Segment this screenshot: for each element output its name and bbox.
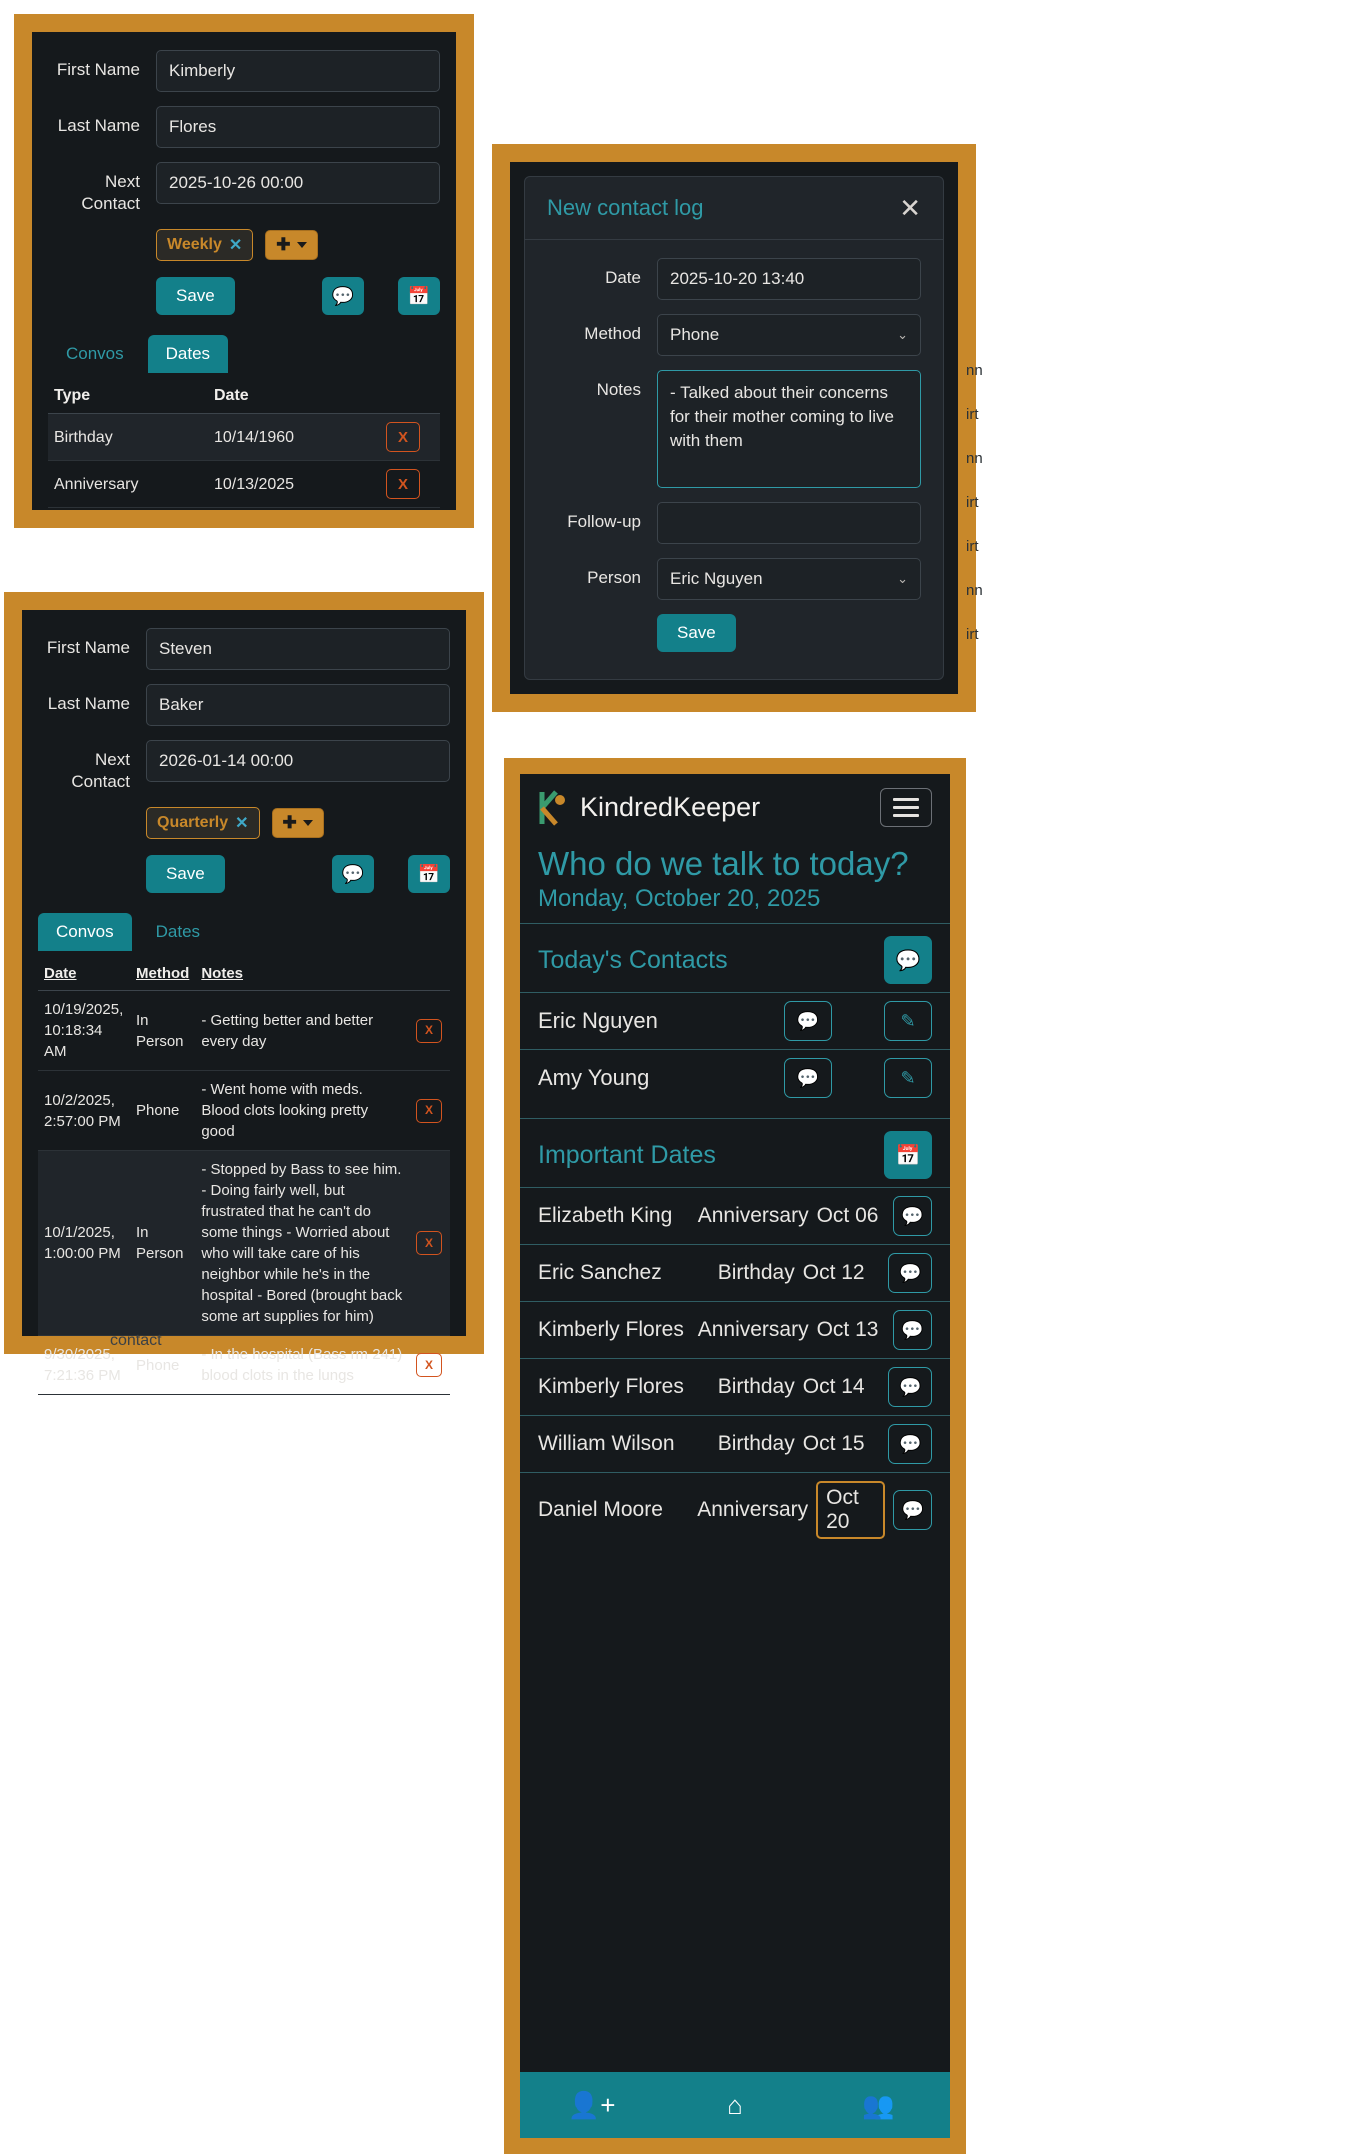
- delete-button[interactable]: X: [386, 469, 420, 499]
- modal-followup-row: [547, 502, 921, 544]
- cell-date: 10/19/2025, 10:18:34 AM: [38, 991, 130, 1071]
- date-value-highlighted: Oct 20: [816, 1481, 885, 1539]
- cell-actions: [380, 414, 440, 461]
- date-label: Date: [605, 268, 641, 287]
- person-label: Person: [587, 568, 641, 587]
- next-contact-label: Next Contact: [81, 172, 140, 213]
- last-name-label: Last Name: [57, 116, 140, 135]
- first-name-row: [48, 50, 440, 92]
- modal-date-row: [547, 258, 921, 300]
- kindredkeeper-logo-icon: [538, 790, 568, 826]
- phone-screen: [520, 774, 950, 2138]
- panel-inner: [32, 32, 456, 510]
- table-row[interactable]: [520, 1301, 950, 1358]
- cell-actions: [410, 1071, 450, 1151]
- cell-date: 10/2/2025, 2:57:00 PM: [38, 1071, 130, 1151]
- dates-table-header: [48, 379, 440, 414]
- cell-method: Phone: [130, 1071, 195, 1151]
- close-icon[interactable]: ✕: [235, 815, 249, 832]
- tab-dates[interactable]: Dates: [155, 922, 201, 941]
- person-name: Daniel Moore: [538, 1498, 663, 1521]
- cell-date: 10/1/2025, 1:00:00 PM: [38, 1151, 130, 1336]
- header-actions: [380, 379, 440, 414]
- header-actions: [410, 957, 450, 991]
- table-row: [38, 1151, 450, 1336]
- panel2-footer-text: contact: [110, 1332, 162, 1349]
- important-dates-header: [520, 1118, 950, 1187]
- cell-notes: - Went home with meds. Blood clots looking pretty good: [195, 1071, 410, 1151]
- chevron-down-icon: ⌄: [897, 571, 908, 586]
- cell-type: Anniversary: [48, 461, 208, 508]
- date-value: Oct 15: [802, 1432, 865, 1455]
- edit-icon[interactable]: ✎: [884, 1001, 932, 1041]
- date-type: Birthday: [717, 1432, 795, 1455]
- save-button[interactable]: Save: [657, 614, 736, 652]
- date-value: Oct 06: [816, 1204, 879, 1227]
- tab-bar: [48, 335, 440, 373]
- date-type: Birthday: [717, 1375, 795, 1398]
- delete-button[interactable]: X: [416, 1353, 442, 1377]
- method-select[interactable]: [657, 314, 921, 356]
- cell-method: In Person: [130, 991, 195, 1071]
- chevron-down-icon: ⌄: [897, 327, 908, 342]
- notes-textarea[interactable]: [657, 370, 921, 488]
- frequency-row: [156, 229, 440, 261]
- chat-icon[interactable]: 💬: [332, 855, 374, 893]
- chevron-down-icon: [303, 820, 313, 826]
- bg-fragment: nn: [966, 362, 983, 379]
- first-name-label: First Name: [46, 638, 130, 657]
- modal-person-row: [547, 558, 921, 600]
- header-date: Date: [208, 379, 380, 414]
- tab-convos[interactable]: Convos: [38, 913, 132, 951]
- table-row[interactable]: [520, 1187, 950, 1244]
- save-button[interactable]: Save: [146, 855, 225, 893]
- delete-button[interactable]: X: [386, 422, 420, 452]
- table-row: [38, 1071, 450, 1151]
- frequency-pill[interactable]: [156, 229, 253, 261]
- cell-actions: [410, 1151, 450, 1336]
- first-name-label: First Name: [56, 60, 140, 79]
- person-value: Eric Nguyen: [670, 569, 763, 588]
- table-row: [38, 991, 450, 1071]
- chat-icon[interactable]: 💬: [893, 1196, 932, 1236]
- chat-icon[interactable]: 💬: [893, 1490, 932, 1530]
- person-name: Elizabeth King: [538, 1204, 673, 1227]
- modal-card: [524, 176, 944, 680]
- list-item[interactable]: [520, 992, 950, 1049]
- last-name-row: [38, 684, 450, 726]
- cell-date: 10/13/2025: [208, 461, 380, 508]
- list-item[interactable]: [520, 1049, 950, 1106]
- modal-actions: [657, 614, 921, 652]
- convos-table: [38, 957, 450, 1395]
- date-value: Oct 12: [802, 1261, 865, 1284]
- modal-method-row: [547, 314, 921, 356]
- current-date: Monday, October 20, 2025: [538, 885, 821, 912]
- page-title: Who do we talk to today?: [538, 845, 909, 882]
- contact-name: Eric Nguyen: [538, 1008, 658, 1033]
- next-contact-row: [38, 740, 450, 793]
- dates-table: [48, 379, 440, 508]
- frequency-pill-label: Quarterly: [157, 814, 229, 831]
- table-row[interactable]: [520, 1244, 950, 1301]
- header-date: Date: [38, 957, 130, 991]
- contact-name: Amy Young: [538, 1065, 650, 1090]
- person-name: William Wilson: [538, 1432, 675, 1455]
- panel-inner: [22, 610, 466, 1384]
- table-row[interactable]: [520, 1358, 950, 1415]
- date-value: Oct 14: [802, 1375, 865, 1398]
- date-value: Oct 13: [816, 1318, 879, 1341]
- delete-button[interactable]: X: [416, 1019, 442, 1043]
- contact-detail-panel-steven: [4, 592, 484, 1384]
- brand: [538, 790, 760, 826]
- first-name-input[interactable]: [156, 50, 440, 92]
- cell-actions: [410, 991, 450, 1071]
- table-row: [38, 1336, 450, 1395]
- close-icon[interactable]: ✕: [228, 237, 243, 254]
- cell-actions: [410, 1336, 450, 1395]
- modal-notes-row: [547, 370, 921, 488]
- brand-name: KindredKeeper: [580, 792, 761, 822]
- bg-fragment: irt: [966, 494, 979, 511]
- bg-fragment: irt: [966, 538, 979, 555]
- actions-row: [146, 855, 450, 893]
- chat-icon[interactable]: 💬: [893, 1310, 932, 1350]
- chat-icon[interactable]: 💬: [888, 1424, 932, 1464]
- cell-date: 10/14/1960: [208, 414, 380, 461]
- calendar-icon[interactable]: 📅: [408, 855, 450, 893]
- menu-icon[interactable]: [880, 788, 932, 827]
- convos-table-header: [38, 957, 450, 991]
- new-contact-log-modal: [492, 144, 983, 712]
- cell-method: Phone: [130, 1336, 195, 1395]
- add-person-icon[interactable]: 👤+: [567, 2089, 616, 2120]
- modal-header: [525, 177, 943, 240]
- cell-notes: - Stopped by Bass to see him. - Doing fairly well, but frustrated that he can't do some things - Worried about who will take care of his neighbor while he's in the hospital - Bored (brought back some art supplies for him): [195, 1151, 410, 1336]
- method-label: Method: [584, 324, 641, 343]
- frequency-row: [146, 807, 450, 839]
- cell-actions: [380, 461, 440, 508]
- date-type: Anniversary: [697, 1318, 809, 1341]
- calendar-icon[interactable]: 📅: [398, 277, 440, 315]
- delete-button[interactable]: X: [416, 1231, 442, 1255]
- chat-icon[interactable]: 💬: [888, 1253, 932, 1293]
- table-row: [48, 461, 440, 508]
- section-title: Today's Contacts: [538, 945, 728, 974]
- close-icon[interactable]: ✕: [899, 193, 921, 223]
- chat-icon[interactable]: 💬: [784, 1001, 832, 1041]
- modal-title: New contact log: [547, 195, 704, 220]
- bg-fragment: nn: [966, 450, 983, 467]
- next-contact-input[interactable]: [146, 740, 450, 782]
- table-row[interactable]: [520, 1472, 950, 1547]
- table-row[interactable]: [520, 1415, 950, 1472]
- contact-detail-panel-kimberly: [14, 14, 474, 528]
- add-frequency-button[interactable]: [272, 808, 324, 838]
- edit-icon[interactable]: ✎: [884, 1058, 932, 1098]
- header-notes: Notes: [195, 957, 410, 991]
- bg-fragment: irt: [966, 626, 979, 643]
- section-title: Important Dates: [538, 1140, 716, 1169]
- date-type: Birthday: [717, 1261, 795, 1284]
- chevron-down-icon: [297, 242, 307, 248]
- chat-icon[interactable]: 💬: [322, 277, 364, 315]
- plus-icon: ✚: [276, 235, 291, 254]
- next-contact-input[interactable]: [156, 162, 440, 204]
- plus-icon: ✚: [282, 813, 297, 832]
- modal-backdrop: [510, 162, 983, 694]
- date-input[interactable]: [657, 258, 921, 300]
- last-name-row: [48, 106, 440, 148]
- delete-button[interactable]: X: [416, 1099, 442, 1123]
- todays-contacts-header: [520, 923, 950, 992]
- person-name: Kimberly Flores: [538, 1318, 684, 1341]
- chat-icon[interactable]: 💬: [884, 936, 932, 984]
- header-type: Type: [48, 379, 208, 414]
- chat-icon[interactable]: 💬: [784, 1058, 832, 1098]
- table-row: [48, 414, 440, 461]
- cell-notes: - In the hospital (Bass rm 241) blood clots in the lungs: [195, 1336, 410, 1395]
- modal-body: [525, 240, 943, 670]
- cell-type: Birthday: [48, 414, 208, 461]
- followup-input[interactable]: [657, 502, 921, 544]
- last-name-input[interactable]: [156, 106, 440, 148]
- bg-fragment: irt: [966, 406, 979, 423]
- frequency-pill-label: Weekly: [167, 236, 222, 253]
- cell-notes: - Getting better and better every day: [195, 991, 410, 1071]
- chat-icon[interactable]: 💬: [888, 1367, 932, 1407]
- cell-method: In Person: [130, 1151, 195, 1336]
- person-name: Kimberly Flores: [538, 1375, 684, 1398]
- actions-row: [156, 277, 440, 315]
- date-type: Anniversary: [697, 1204, 809, 1227]
- method-value: Phone: [670, 325, 720, 344]
- first-name-input[interactable]: [146, 628, 450, 670]
- date-type: Anniversary: [697, 1498, 809, 1521]
- person-select[interactable]: [657, 558, 921, 600]
- header-method: Method: [130, 957, 195, 991]
- app-bar: [520, 774, 950, 841]
- frequency-pill[interactable]: [146, 807, 260, 839]
- notes-label: Notes: [596, 380, 641, 399]
- bottom-nav: [520, 2072, 950, 2138]
- tab-dates[interactable]: Dates: [148, 335, 228, 373]
- home-icon[interactable]: ⌂: [727, 2089, 743, 2120]
- people-icon[interactable]: 👥: [862, 2089, 895, 2120]
- last-name-input[interactable]: [146, 684, 450, 726]
- last-name-label: Last Name: [47, 694, 130, 713]
- mobile-app-panel: [504, 758, 966, 2154]
- add-frequency-button[interactable]: [265, 230, 317, 260]
- followup-label: Follow-up: [567, 512, 641, 531]
- tab-convos[interactable]: Convos: [66, 344, 124, 363]
- cell-date: 9/30/2025, 7:21:36 PM: [38, 1336, 130, 1395]
- calendar-add-icon[interactable]: 📅: [884, 1131, 932, 1179]
- person-name: Eric Sanchez: [538, 1261, 662, 1284]
- first-name-row: [38, 628, 450, 670]
- next-contact-row: [48, 162, 440, 215]
- save-button[interactable]: Save: [156, 277, 235, 315]
- next-contact-label: Next Contact: [71, 750, 130, 791]
- tab-bar: [38, 913, 450, 951]
- bg-fragment: nn: [966, 582, 983, 599]
